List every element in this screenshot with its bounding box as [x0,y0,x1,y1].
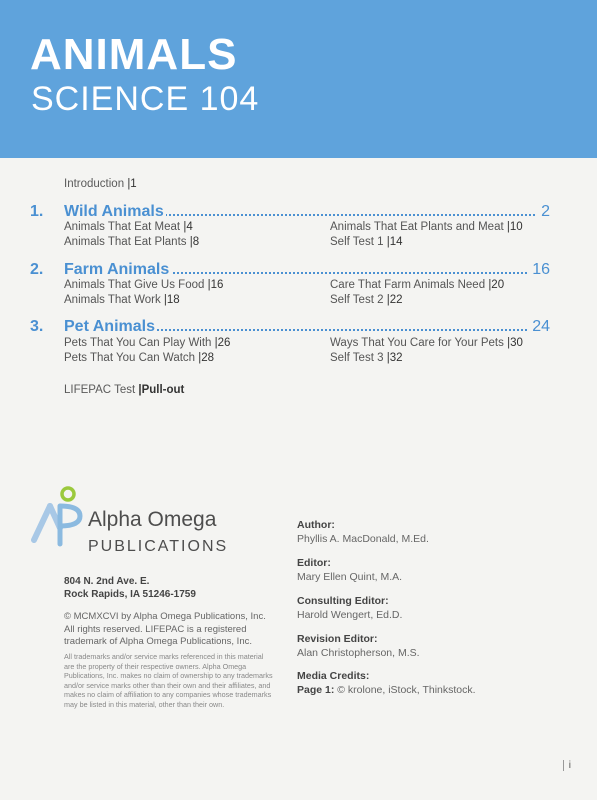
lesson-label: Animals That Give Us Food [64,279,205,291]
lesson-label: Pets That You Can Play With [64,337,212,349]
address-line-1: 804 N. 2nd Ave. E. [64,576,150,587]
lesson-label: Ways That You Care for Your Pets [330,337,504,349]
lesson-page: |4 [183,221,193,233]
consulting-editor-label: Consulting Editor: [297,595,389,607]
alpha-omega-logo-icon [28,484,88,554]
lesson-label: Animals That Work [64,294,161,306]
revision-editor-label: Revision Editor: [297,633,378,645]
page-number: i [563,760,571,771]
dot-leader [150,214,535,216]
lesson-page: |10 [506,221,523,233]
toc-introduction[interactable] [64,178,137,190]
publisher-subname: PUBLICATIONS [88,538,229,555]
lesson-label: Self Test 2 [330,294,384,306]
toc-introduction-label: Introduction [64,178,125,190]
lesson-page: |14 [386,236,403,248]
unit-title: Farm Animals [64,261,170,278]
toc-lesson[interactable] [330,294,402,306]
media-credits-text: © krolone, iStock, Thinkstock. [337,684,476,696]
unit-title: Wild Animals [64,203,164,220]
lesson-label: Self Test 1 [330,236,384,248]
unit-page: 16 [529,261,550,279]
editor-label: Editor: [297,557,331,569]
toc-lesson[interactable] [330,279,504,291]
dot-leader [150,272,535,274]
lifepac-test-page: |Pull-out [138,384,185,396]
lesson-page: |22 [386,294,403,306]
toc-lifepac-test[interactable] [64,384,184,396]
page-title: ANIMALS [30,30,238,79]
toc-introduction-page: |1 [127,178,137,190]
trademark-notice: All trademarks and/or service marks referenced in this material are the property of their respective owners. Alpha Omega Publications, Inc. makes no claim of ownership to any trademarks and/or service marks other than their own and their affiliates, and makes no claim of affiliation to any companies whose trademarks may be listed in this material, other than their own. [64,652,273,709]
lesson-label: Care That Farm Animals Need [330,279,486,291]
lesson-label: Animals That Eat Meat [64,221,181,233]
unit-page: 2 [538,203,550,221]
lesson-label: Pets That You Can Watch [64,352,196,364]
media-credits-page: Page 1: [297,684,335,696]
lesson-page: |30 [507,337,523,349]
publisher-name: Alpha Omega [88,508,217,531]
author-label: Author: [297,519,335,531]
media-credits-value [297,684,476,696]
unit-number: 3. [30,318,44,335]
toc-lesson[interactable] [64,221,193,233]
address-line-2: Rock Rapids, IA 51246-1759 [64,589,196,600]
toc-lesson[interactable] [64,294,180,306]
lesson-label: Animals That Eat Plants [64,236,187,248]
lesson-page: |16 [207,279,224,291]
toc-lesson[interactable] [64,279,223,291]
dot-leader [150,329,535,331]
unit-title: Pet Animals [64,318,155,335]
lesson-label: Animals That Eat Plants and Meat [330,221,504,233]
lesson-label: Self Test 3 [330,352,384,364]
unit-number: 1. [30,203,44,220]
copyright-notice: © MCMXCVI by Alpha Omega Publications, Inc. All rights reserved. LIFEPAC is a registered trademark of Alpha Omega Publications, Inc. [64,611,266,647]
unit-page: 24 [529,318,550,336]
media-credits-label: Media Credits: [297,670,370,682]
revision-editor-value: Alan Christopherson, M.S. [297,647,420,659]
title-banner [0,0,597,158]
lesson-page: |8 [189,236,200,248]
lesson-page: |26 [214,337,231,349]
author-value: Phyllis A. MacDonald, M.Ed. [297,533,429,545]
unit-number: 2. [30,261,44,278]
lesson-page: |18 [163,294,180,306]
lesson-page: |32 [386,352,403,364]
toc-lesson[interactable] [64,352,214,364]
toc-lesson[interactable] [330,337,523,349]
toc-lesson[interactable] [330,352,402,364]
toc-lesson[interactable] [64,236,199,248]
lesson-page: |28 [198,352,215,364]
toc-lesson[interactable] [64,337,230,349]
page-subtitle: SCIENCE 104 [31,80,260,118]
lifepac-test-label: LIFEPAC Test [64,384,136,396]
toc-lesson[interactable] [330,221,523,233]
lesson-page: |20 [488,279,505,291]
toc-lesson[interactable] [330,236,402,248]
consulting-editor-value: Harold Wengert, Ed.D. [297,609,403,621]
editor-value: Mary Ellen Quint, M.A. [297,571,403,583]
